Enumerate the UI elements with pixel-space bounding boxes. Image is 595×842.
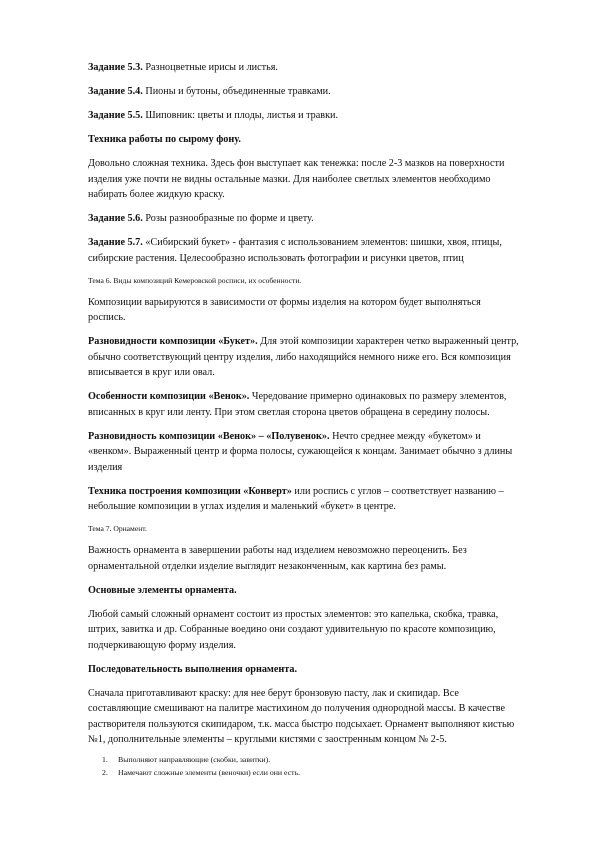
heading-text: Техника работы по сырому фону. — [88, 134, 241, 145]
task-5-4 — [88, 84, 520, 100]
task-5-5 — [88, 108, 520, 124]
document-body — [88, 60, 520, 779]
paragraph-text: Чередование примерно одинаковых по размеру элементов, вписанных в круг или ленту. При этом светлая сторона цветов обращена в середину полосы. — [88, 391, 507, 418]
wet-technique-heading — [88, 132, 520, 148]
envelope-paragraph — [88, 484, 520, 515]
list-number: 1. — [102, 755, 108, 764]
paragraph-label: Техника построения композиции «Конверт» — [88, 485, 292, 497]
paragraph-text: или роспись с углов – соответствует названию – небольшие композиции в углах изделия и маленький «букет» в центре. — [88, 485, 504, 512]
list-item — [88, 766, 520, 779]
paragraph-text: Довольно сложная техника. Здесь фон выступает как тенежка: после 2-3 мазков на поверхности изделия уже почти не видны остальные мазки. Для наиболее светлых элементов необходимо набирать более жидкую краску. — [88, 158, 505, 200]
task-label: Задание 5.6. — [88, 213, 143, 224]
task-text: Разноцветные ирисы и листья. — [142, 62, 278, 73]
task-5-3 — [88, 60, 520, 76]
topic-7-heading: Тема 7. Орнамент. — [88, 524, 147, 533]
task-label: Задание 5.5. — [88, 110, 143, 121]
task-text: Пионы и бутоны, объединенные травками. — [142, 86, 331, 97]
task-label: Задание 5.7. — [88, 237, 143, 248]
ornament-sequence-heading — [88, 662, 520, 678]
list-item — [88, 753, 520, 766]
task-label: Задание 5.4. — [88, 86, 143, 97]
paragraph-text: Важность орнамента в завершении работы над изделием невозможно переоценить. Без орнаментальной отделки изделие выглядит незаконченным, как картина без рамы. — [88, 545, 467, 572]
ornament-sequence-paragraph — [88, 686, 520, 748]
paragraph-label: Разновидность композиции «Венок» – «Полувенок». — [88, 430, 330, 442]
wet-technique-paragraph — [88, 156, 520, 203]
task-label: Задание 5.3. — [88, 62, 143, 73]
heading-text: Основные элементы орнамента. — [88, 584, 237, 596]
paragraph-label: Особенности композиции «Венок». — [88, 391, 250, 402]
list-number: 2. — [102, 768, 108, 777]
bouquet-paragraph — [88, 334, 520, 381]
heading-text: Последовательность выполнения орнамента. — [88, 663, 298, 675]
composition-intro — [88, 295, 520, 326]
task-text: «Сибирский букет» - фантазия с использованием элементов: шишки, хвоя, птицы, сибирские растения. Целесообразно использовать фотографии и рисунки цветов, птиц — [88, 237, 502, 264]
task-5-7 — [88, 235, 520, 266]
paragraph-text: Нечто среднее между «букетом» и «венком». Выраженный центр и форма полосы, сужающейся к концам. Занимает обычно з длины изделия — [88, 430, 513, 473]
half-wreath-paragraph — [88, 429, 520, 476]
ornament-elements-paragraph — [88, 607, 520, 654]
task-text: Розы разнообразные по форме и цвету. — [142, 213, 314, 224]
wreath-paragraph — [88, 389, 520, 420]
list-text: Намечают сложные элементы (веночки) если они есть. — [118, 768, 301, 777]
paragraph-label: Разновидности композиции «Букет». — [88, 336, 258, 347]
numbered-list — [88, 753, 520, 779]
paragraph-text: Композиции варьируются в зависимости от формы изделия на котором будет выполняться роспись. — [88, 296, 481, 323]
list-text: Выполняют направляющие (скобки, завитки). — [118, 755, 271, 764]
topic-6-heading: Тема 6. Виды композиций Кемеровской росписи, их особенности. — [88, 275, 302, 285]
paragraph-text: Сначала приготавливают краску: для нее берут бронзовую пасту, лак и скипидар. Все составляющие смешивают на палитре мастихином до получения однородной массы. В качестве растворителя пользуются скипидаром, т.к. масса быстро подсыхает. Орнамент выполняют кистью №1, дополнительные элементы – круглыми кистями с заостренным концом № 2-5. — [88, 687, 515, 745]
task-5-6 — [88, 211, 520, 227]
ornament-importance — [88, 543, 520, 574]
paragraph-text: Любой самый сложный орнамент состоит из простых элементов: это капелька, скобка, травка, штрих, завитка и др. Собранные воедино они создают удивительную по красоте композицию, подчеркивающую форму изделия. — [88, 608, 499, 651]
task-text: Шиповник: цветы и плоды, листья и травки. — [142, 110, 339, 121]
paragraph-text: Для этой композиции характерен четко выраженный центр, обычно соответствующий центру изделия, либо находящийся немного ниже его. Вся композиция вписывается в круг или овал. — [88, 336, 519, 378]
ornament-elements-heading — [88, 583, 520, 599]
